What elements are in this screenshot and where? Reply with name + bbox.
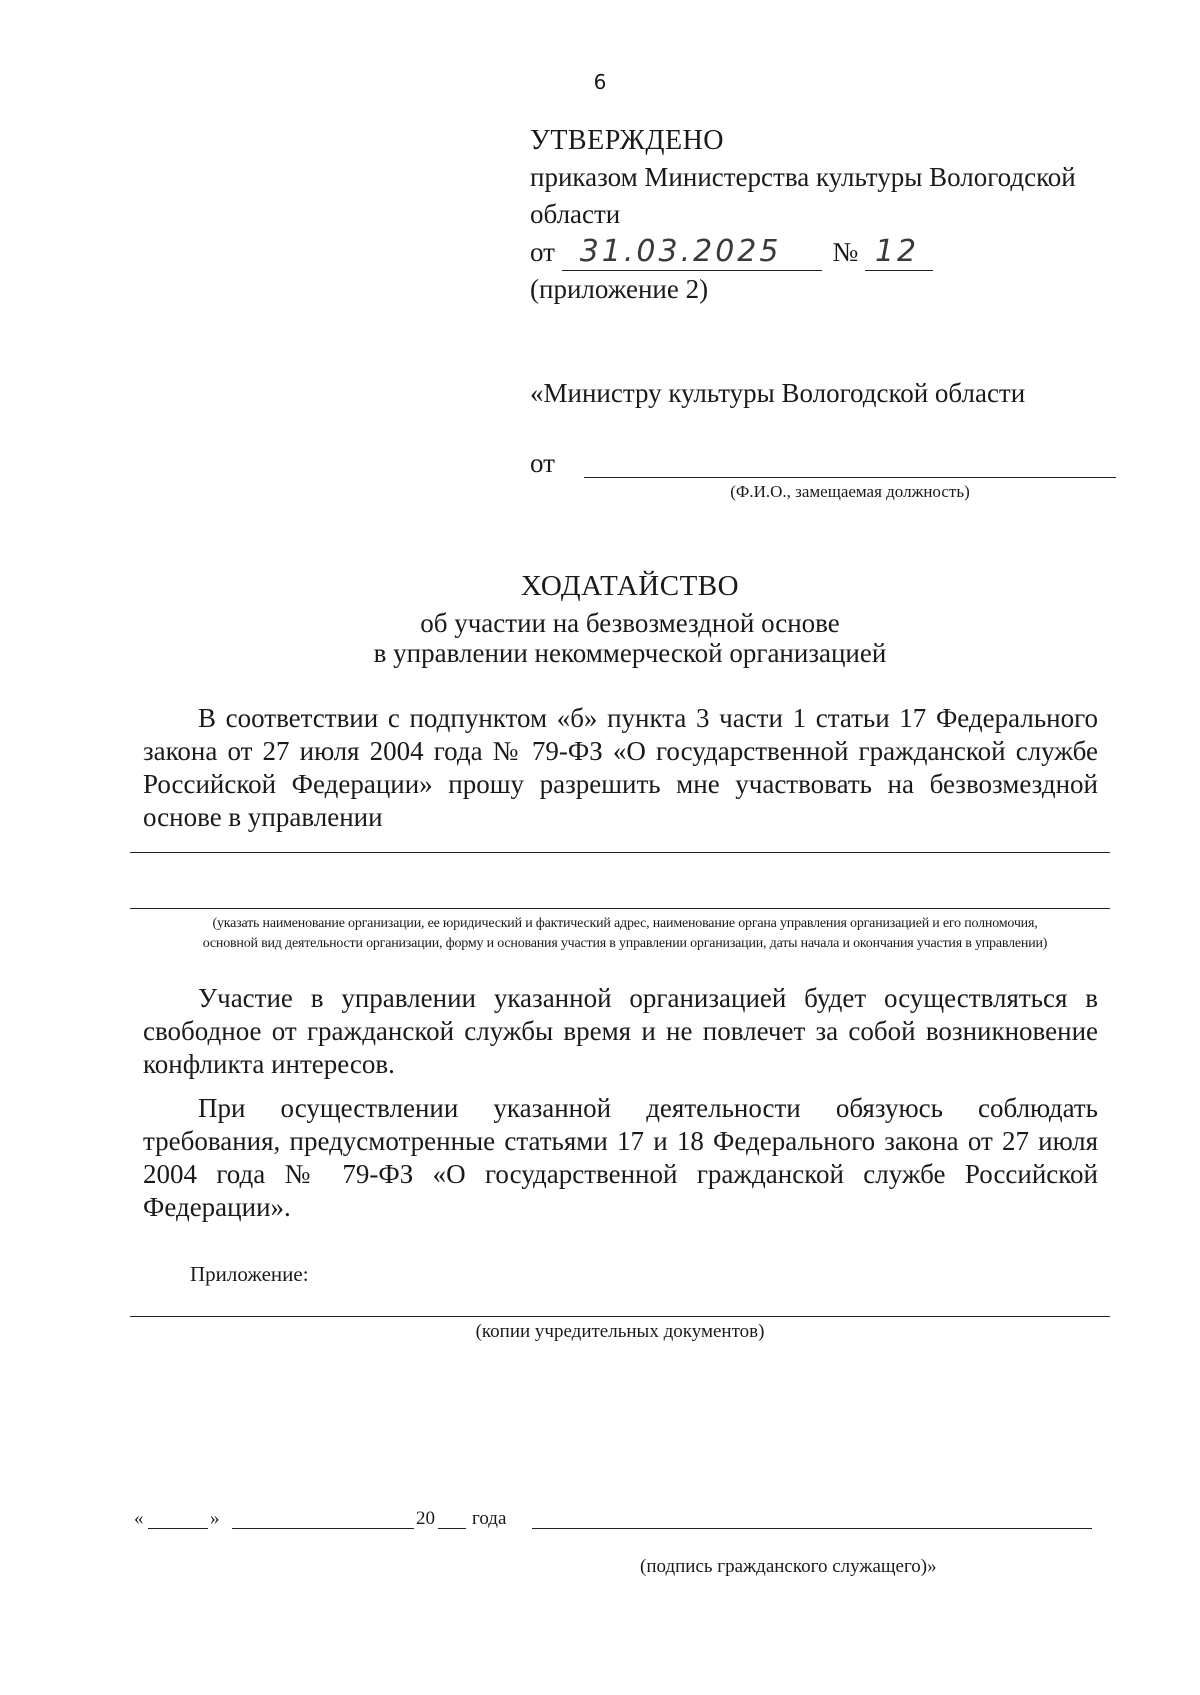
org-name-line-1 bbox=[130, 852, 1110, 853]
approval-line-2: области bbox=[530, 199, 621, 229]
signature-year-suffix: года bbox=[472, 1508, 507, 1529]
addressee-from-caption: (Ф.И.О., замещаемая должность) bbox=[730, 482, 970, 501]
org-caption-line-2: основной вид деятельности организации, форму и основания участия в управлении организации, даты начала и окончания участия в управлении) bbox=[202, 936, 1048, 951]
appendix-line bbox=[130, 1316, 1110, 1317]
page-number: 6 bbox=[593, 70, 607, 94]
document-title: ХОДАТАЙСТВО bbox=[520, 570, 740, 602]
addressee-from-label: от bbox=[530, 448, 555, 478]
addressee-from-line bbox=[584, 477, 1116, 478]
signature-month-line bbox=[232, 1528, 414, 1529]
org-caption-line-1: (указать наименование организации, ее юридический и фактический адрес, наименование органа управления организацией и его полномочия, bbox=[212, 916, 1038, 931]
signature-day-line bbox=[148, 1528, 208, 1529]
signature-open-quote: « bbox=[134, 1508, 144, 1529]
paragraph-participation: Участие в управлении указанной организацией будет осуществляться в свободное от гражданской службы время и не повлечет за собой возникновение конфликта интересов. bbox=[143, 983, 1098, 1079]
appendix-caption: (копии учредительных документов) bbox=[475, 1321, 765, 1342]
approval-block bbox=[530, 122, 1130, 308]
appendix-label: Приложение: bbox=[190, 1262, 309, 1286]
approval-from-label: от bbox=[530, 237, 555, 267]
signature-caption: (подпись гражданского служащего)» bbox=[640, 1556, 937, 1577]
approval-number-label: № bbox=[832, 237, 859, 267]
signature-line bbox=[532, 1528, 1092, 1529]
document-subtitle-1: об участии на безвозмездной основе bbox=[420, 608, 840, 638]
signature-year-line bbox=[438, 1528, 466, 1529]
signature-year-prefix: 20 bbox=[416, 1508, 435, 1529]
paragraph-request: В соответствии с подпунктом «б» пункта 3 части 1 статьи 17 Федерального закона от 27 июля 2004 года № 79-ФЗ «О государственной гражданской службе Российской Федерации» прошу разрешить мне участвовать на безвозмездной основе в управлении bbox=[143, 703, 1098, 832]
document-subtitle-2: в управлении некоммерческой организацией bbox=[373, 638, 887, 668]
addressee-to: «Министру культуры Вологодской области bbox=[530, 378, 1026, 408]
approval-title: УТВЕРЖДЕНО bbox=[530, 125, 725, 156]
approval-appendix: (приложение 2) bbox=[530, 274, 709, 304]
approval-date: 31.03.2025 bbox=[562, 233, 822, 271]
approval-date-row bbox=[530, 233, 1130, 271]
org-name-line-2 bbox=[130, 908, 1110, 909]
paragraph-obligations: При осуществлении указанной деятельности обязуюсь соблюдать требования, предусмотренные статьями 17 и 18 Федерального закона от 27 июля 2004 года № 79-ФЗ «О государственной гражданской службе Российской Федерации». bbox=[143, 1093, 1098, 1222]
approval-number: 12 bbox=[865, 233, 933, 271]
signature-close-quote: » bbox=[210, 1508, 220, 1529]
approval-line-1: приказом Министерства культуры Вологодской bbox=[530, 162, 1076, 192]
